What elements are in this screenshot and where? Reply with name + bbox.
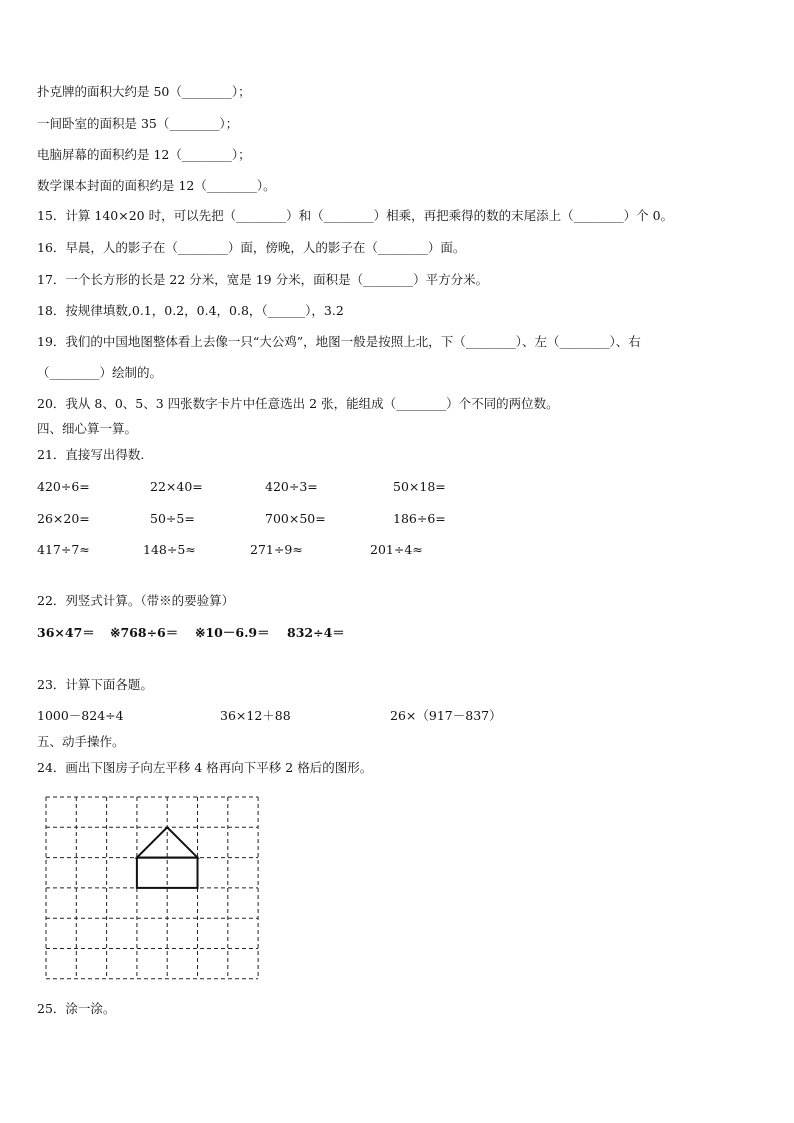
question-21: 21．直接写出得数. bbox=[37, 447, 145, 462]
q21-item: 22×40= bbox=[150, 479, 203, 494]
q23-item: 36×12＋88 bbox=[220, 708, 291, 723]
q21-item: 201÷4≈ bbox=[370, 542, 423, 557]
q21-item: 271÷9≈ bbox=[250, 542, 303, 557]
q21-item: 420÷6= bbox=[37, 479, 90, 494]
q21-item: 700×50= bbox=[265, 511, 326, 526]
area-book-line: 数学课本封面的面积约是 12（________）。 bbox=[37, 178, 276, 193]
question-25: 25．涂一涂。 bbox=[37, 1001, 116, 1016]
question-17: 17．一个长方形的长是 22 分米，宽是 19 分米，面积是（________）平方分米。 bbox=[37, 272, 489, 287]
q21-item: 148÷5≈ bbox=[143, 542, 196, 557]
area-card-line: 扑克牌的面积大约是 50（________）； bbox=[37, 84, 251, 99]
question-18: 18．按规律填数,0.1，0.2，0.4，0.8，（______），3.2 bbox=[37, 303, 344, 318]
q23-item: 1000－824÷4 bbox=[37, 708, 124, 723]
question-20: 20．我从 8、0、5、3 四张数字卡片中任意选出 2 张，能组成（________）个不同的两位数。 bbox=[37, 396, 559, 411]
q21-item: 50×18= bbox=[393, 479, 446, 494]
question-22: 22．列竖式计算。（带※的要验算） bbox=[37, 593, 235, 608]
area-screen-line: 电脑屏幕的面积约是 12（________）； bbox=[37, 147, 251, 162]
question-23: 23．计算下面各题。 bbox=[37, 677, 153, 692]
q21-item: 186÷6= bbox=[393, 511, 446, 526]
section-5-heading: 五、动手操作。 bbox=[37, 734, 125, 749]
section-4-heading: 四、细心算一算。 bbox=[37, 421, 138, 436]
q22-item: 832÷4＝ bbox=[287, 625, 345, 640]
area-room-line: 一间卧室的面积是 35（________）； bbox=[37, 116, 239, 131]
house-figure bbox=[137, 827, 198, 888]
question-19-line-1: 19．我们的中国地图整体看上去像一只“大公鸡”，地图一般是按照上北，下（________）、左（________）、右 bbox=[37, 334, 641, 349]
q21-item: 26×20= bbox=[37, 511, 90, 526]
q23-item: 26×（917－837） bbox=[390, 708, 502, 723]
q21-item: 417÷7≈ bbox=[37, 542, 90, 557]
question-15: 15．计算 140×20 时，可以先把（________）和（________）相乘，再把乘得的数的末尾添上（________）个 0。 bbox=[37, 208, 674, 223]
question-24: 24．画出下图房子向左平移 4 格再向下平移 2 格后的图形。 bbox=[37, 760, 373, 775]
q22-item: ※10－6.9＝ bbox=[195, 625, 270, 640]
q22-item: ※768÷6＝ bbox=[110, 625, 179, 640]
question-19-line-2: （________）绘制的。 bbox=[37, 365, 163, 380]
q21-item: 50÷5= bbox=[150, 511, 195, 526]
q21-item: 420÷3= bbox=[265, 479, 318, 494]
question-16: 16．早晨，人的影子在（________）面，傍晚，人的影子在（________）面。 bbox=[37, 240, 466, 255]
q22-item: 36×47＝ bbox=[37, 625, 95, 640]
